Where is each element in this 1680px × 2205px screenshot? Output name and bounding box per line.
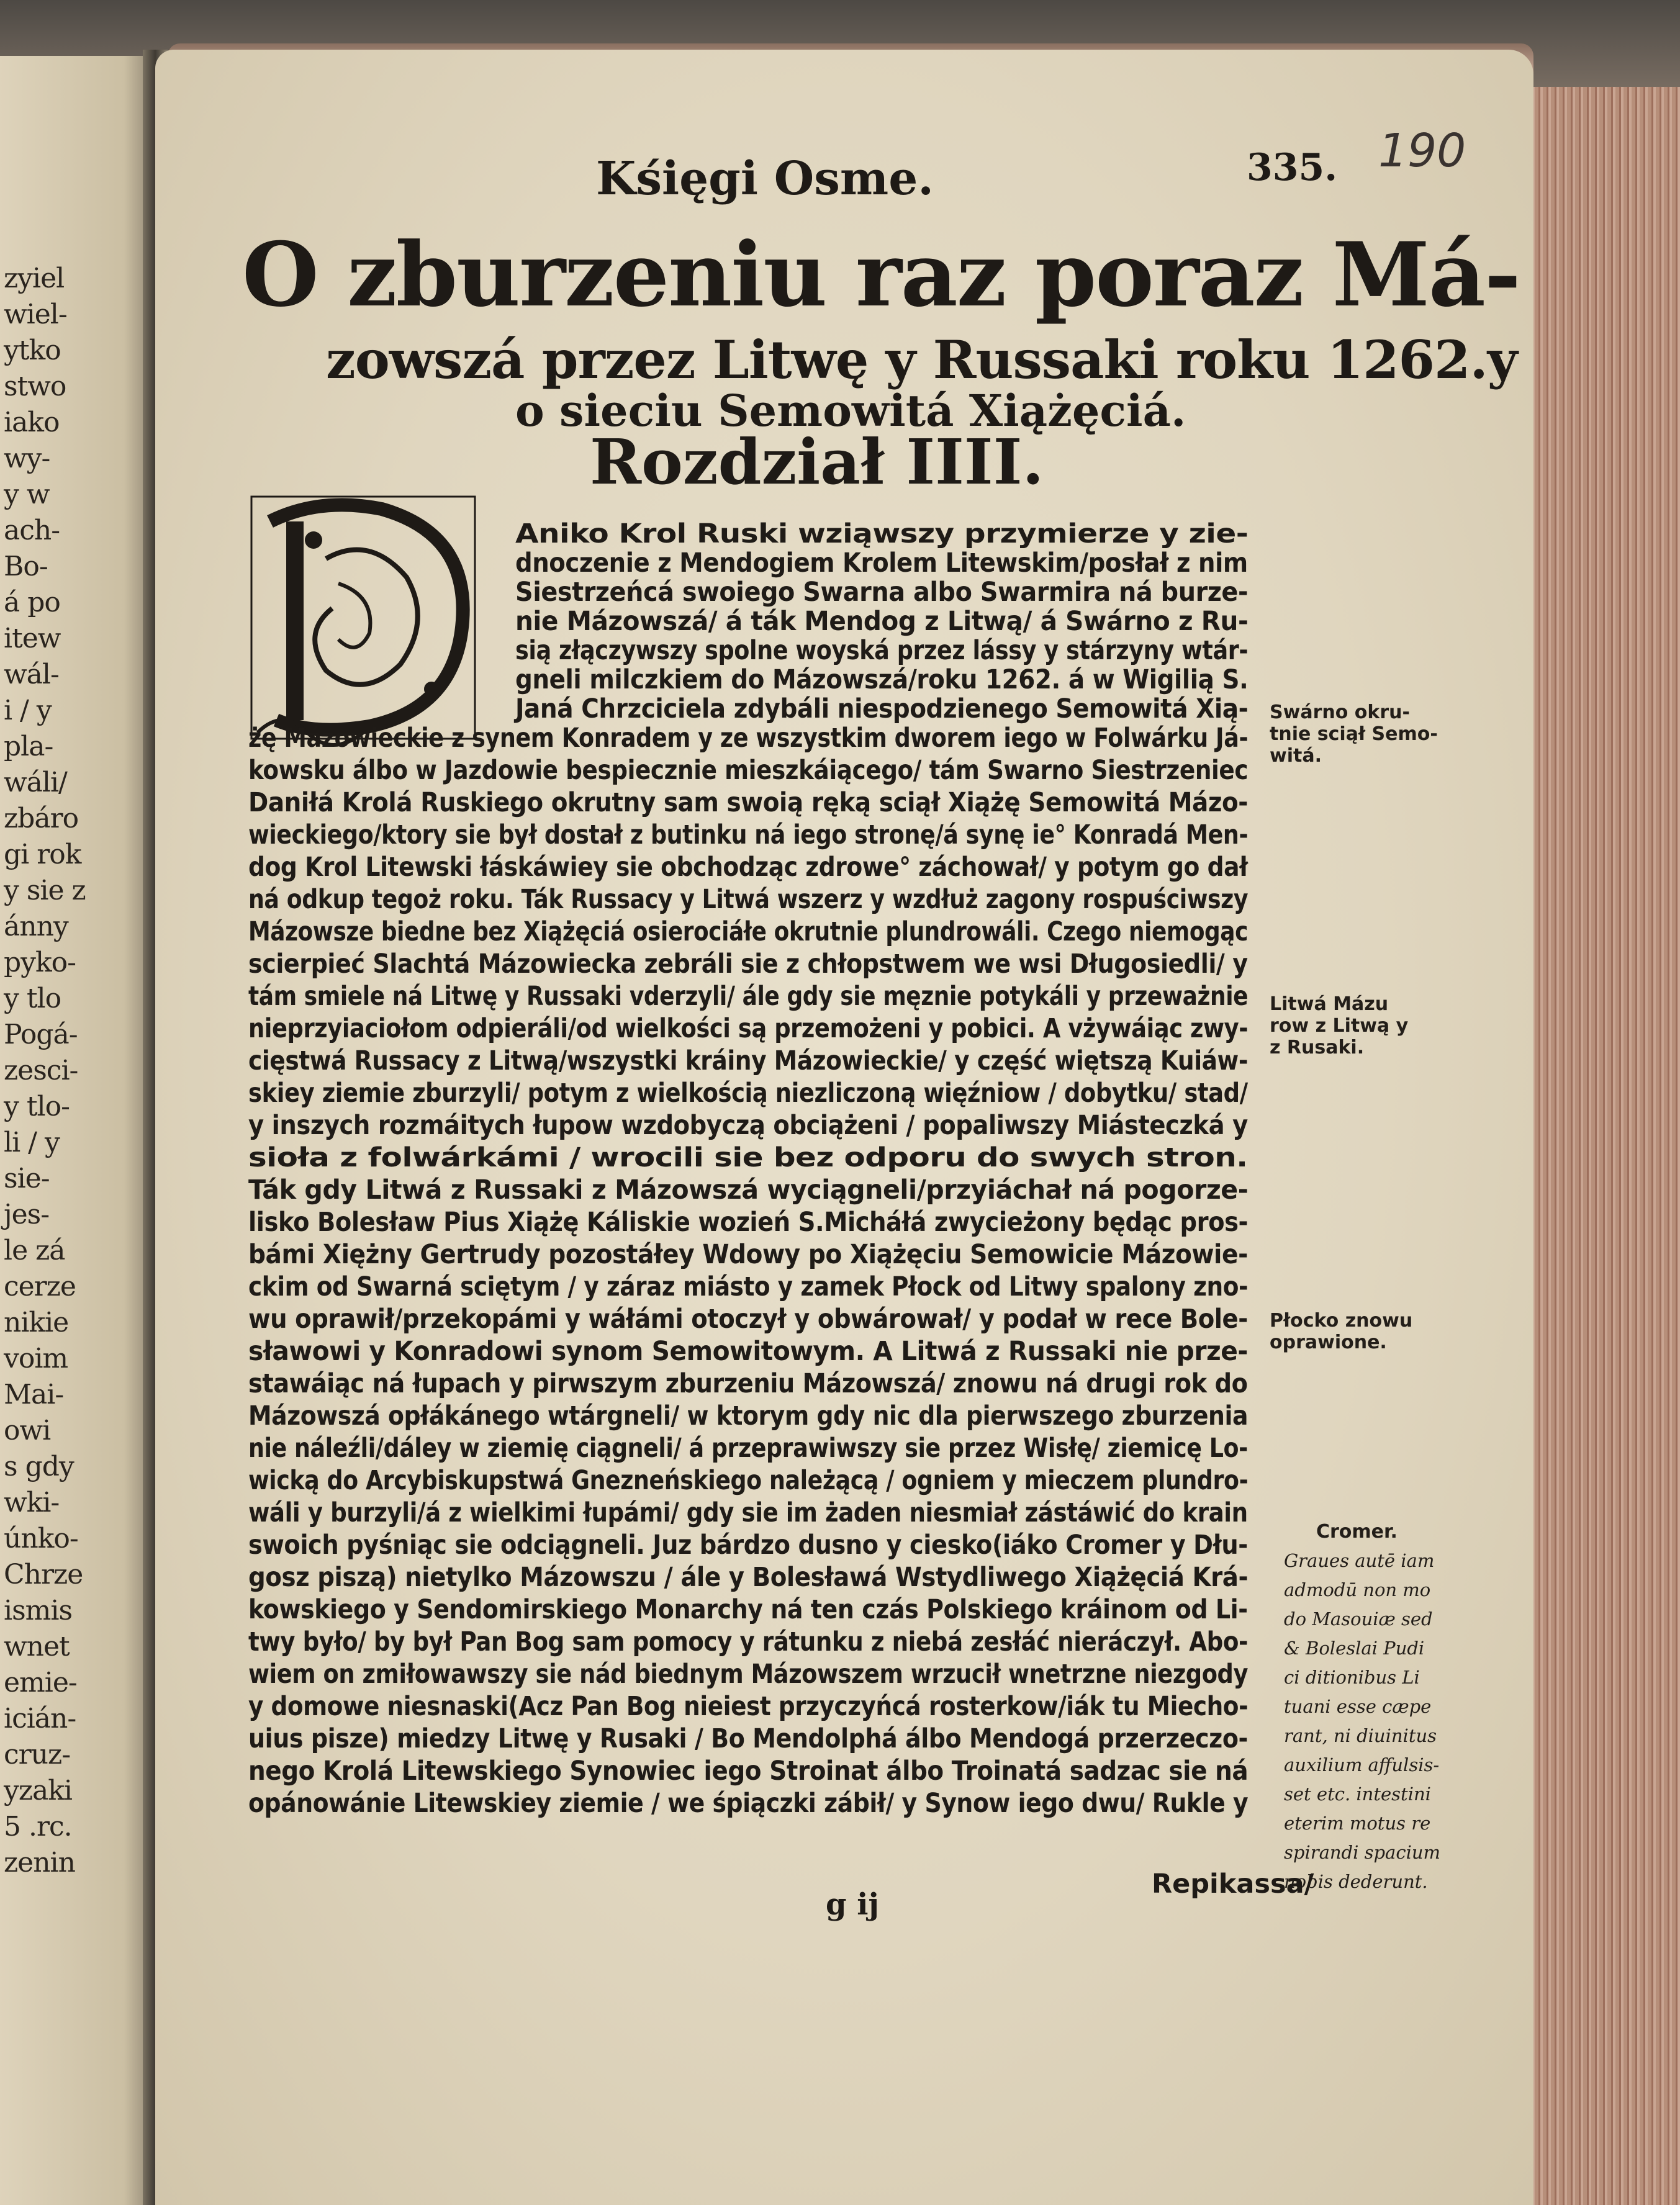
left-page-fragment: pyko- xyxy=(4,947,76,978)
body-line: gosz piszą) nietylko Mázowszu / ále y Bolesławá Wstydliwego Xiążęciá Krá- xyxy=(248,1562,1249,1593)
left-page-fragment: li / y xyxy=(4,1127,60,1158)
left-page-fragment: nikie xyxy=(4,1307,69,1338)
body-line: Aniko Krol Ruski wziąwszy przymierze y zie- xyxy=(515,518,1249,549)
body-line: nie Mázowszá/ á ták Mendog z Litwą/ á Swárno z Ru- xyxy=(515,606,1249,637)
body-line: stawáiąc ná łupach y pirwszym zburzeniu Mázowszá/ znowu ná drugi rok do xyxy=(248,1368,1248,1399)
left-page-fragment: únko- xyxy=(4,1523,78,1554)
body-line: Ták gdy Litwá z Russaki z Mázowszá wyciągneli/przyiáchał ná pogorze- xyxy=(248,1175,1249,1206)
body-line: scierpieć Slachtá Mázowiecka zebráli sie z chłopstwem we wsi Długosiedli/ y xyxy=(248,949,1248,980)
left-page-fragment: itew xyxy=(4,623,61,654)
margin-note-line: & Boleslai Pudi xyxy=(1284,1638,1425,1659)
margin-note-line: nobis dederunt. xyxy=(1284,1871,1428,1892)
margin-note-line: auxilium affulsis- xyxy=(1284,1754,1440,1775)
left-page-fragment: gi rok xyxy=(4,839,81,870)
body-line: Mázowsze biedne bez Xiążęciá osierociáłe okrutnie plundrowáli. Czego niemogąc xyxy=(248,916,1248,947)
margin-note-line: set etc. intestini xyxy=(1284,1783,1431,1805)
left-page-fragment: wy- xyxy=(4,443,50,474)
body-line: kowskiego y Sendomirskiego Monarchy ná ten czás Polskiego kráinom od Li- xyxy=(248,1594,1248,1625)
body-line: dnoczenie z Mendogiem Krolem Litewskim/posłał z nim xyxy=(515,548,1248,579)
body-line: sioła z folwárkámi / wrocili sie bez odporu do swych stron. xyxy=(248,1142,1248,1173)
body-line: uius pisze) miedzy Litwę y Rusaki / Bo Mendolphá álbo Mendogá przerzeczo- xyxy=(248,1723,1248,1754)
left-page-fragment: zesci- xyxy=(4,1055,78,1086)
chapter-title-line-1: O zburzeniu raz poraz Má- xyxy=(242,223,1520,327)
left-page-fragment: Pogá- xyxy=(4,1019,78,1050)
left-page-fragment: zbáro xyxy=(4,803,79,834)
body-line: ná odkup tegoż roku. Ták Russacy y Litwá wszerz y wzdłuż zagony rospuściwszy xyxy=(248,884,1249,915)
left-page-fragment: zenin xyxy=(4,1847,75,1878)
margin-note-line: oprawione. xyxy=(1270,1332,1387,1353)
margin-note-line: ci ditionibus Li xyxy=(1284,1667,1420,1688)
body-line: nieprzyiaciołom odpieráli/od wielkości są przemożeni y pobici. A vżywáiąc zwy- xyxy=(248,1013,1249,1044)
margin-note-line: witá. xyxy=(1270,745,1322,767)
left-page-fragment: wál- xyxy=(4,659,59,690)
running-title: Kśięgi Osme. xyxy=(596,152,934,205)
body-line: Siestrzeńcá swoiego Swarna albo Swarmira ná burze- xyxy=(515,577,1249,608)
left-page-fragment: stwo xyxy=(4,371,66,402)
body-line: Janá Chrzciciela zdybáli niespodzienego Semowitá Xią- xyxy=(515,693,1249,724)
left-page-fragment: y tlo- xyxy=(4,1091,70,1122)
margin-note-line: row z Litwą y xyxy=(1270,1015,1409,1037)
body-line: wiem on zmiłowawszy sie nád biednym Mázowszem wrzucił wnetrzne niezgody xyxy=(248,1659,1249,1690)
left-page-fragment: Chrze xyxy=(4,1559,83,1590)
margin-note-line: Płocko znowu xyxy=(1270,1310,1413,1332)
margin-note-line: z Rusaki. xyxy=(1270,1037,1365,1058)
body-line: Daniłá Krolá Ruskiego okrutny sam swoią ręką sciął Xiążę Semowitá Mázo- xyxy=(248,787,1249,818)
left-page-fragment: wki- xyxy=(4,1487,60,1518)
body-line: ckim od Swarná sciętym / y záraz miásto y zamek Płock od Litwy spalony zno- xyxy=(248,1271,1249,1302)
left-page-fragment: á po xyxy=(4,587,60,618)
body-line: nie náleźli/dáley w ziemię ciągneli/ á przeprawiwszy sie przez Wisłę/ ziemicę Lo- xyxy=(248,1433,1248,1464)
body-line: bámi Xiężny Gertrudy pozostáłey Wdowy po Xiążęciu Semowicie Mázowie- xyxy=(248,1239,1248,1270)
left-page-fragment: zyiel xyxy=(4,263,65,294)
left-page-fragment: Bo- xyxy=(4,551,48,582)
decorated-initial xyxy=(245,484,506,757)
body-line: dog Krol Litewski łáskáwiey sie obchodząc zdrowe° záchował/ y potym go dał xyxy=(248,852,1248,883)
body-line: wu oprawił/przekopámi y wáłámi otoczył y obwárował/ y podał w rece Bole- xyxy=(248,1304,1248,1335)
body-line: sławowi y Konradowi synom Semowitowym. A Litwá z Russaki nie prze- xyxy=(248,1336,1248,1367)
body-line: gneli milczkiem do Mázowszá/roku 1262. á w Wigilią S. xyxy=(515,664,1249,695)
left-page-fragment: icián- xyxy=(4,1703,76,1734)
left-page-fragment: ach- xyxy=(4,515,60,546)
left-page-fragment: iako xyxy=(4,407,60,438)
margin-note-line: do Masouiæ sed xyxy=(1284,1608,1433,1630)
body-line: cięstwá Russacy z Litwą/wszystki kráiny Mázowieckie/ y część więtszą Kuiáw- xyxy=(248,1045,1249,1076)
left-page xyxy=(0,56,155,2205)
left-page-fragment: y tlo xyxy=(4,983,61,1014)
left-page-fragment: s gdy xyxy=(4,1451,74,1482)
left-page-fragment: Mai- xyxy=(4,1379,64,1410)
left-page-fragment: pla- xyxy=(4,731,53,762)
left-page-fragment: jes- xyxy=(4,1199,50,1230)
body-line: lisko Bolesław Pius Xiążę Káliskie wozień S.Micháłá zwycieżony będąc pros- xyxy=(248,1207,1249,1238)
left-page-fragment: yzaki xyxy=(4,1775,73,1806)
margin-note-line: tnie sciął Semo- xyxy=(1270,723,1438,745)
left-page-fragment: y sie z xyxy=(4,875,86,906)
left-page-fragment: voim xyxy=(4,1343,68,1374)
body-line: tám smiele ná Litwę y Russaki vderzyli/ ále gdy sie męznie potykáli y przeważnie xyxy=(248,981,1249,1012)
left-page-fragment: wnet xyxy=(4,1631,70,1662)
left-page-fragment: ismis xyxy=(4,1595,73,1626)
chapter-label: Rozdział IIII. xyxy=(590,425,1044,498)
left-page-fragment: wáli/ xyxy=(4,767,67,798)
body-line: wicką do Arcybiskupstwá Gnezneńskiego należącą / ogniem y mieczem plundro- xyxy=(248,1465,1249,1496)
body-line: y domowe niesnaski(Acz Pan Bog nieiest przyczyńcá rosterkow/iák tu Miecho- xyxy=(248,1691,1249,1722)
body-line: twy było/ by był Pan Bog sam pomocy y rátunku z niebá zesłáć nieráczył. Abo- xyxy=(248,1626,1249,1657)
margin-note-line: Cromer. xyxy=(1316,1521,1398,1543)
left-page-fragment: sie- xyxy=(4,1163,50,1194)
margin-note-line: rant, ni diuinitus xyxy=(1284,1725,1437,1746)
margin-note-line: admodū non mo xyxy=(1284,1579,1431,1600)
left-page-fragment: cerze xyxy=(4,1271,76,1302)
left-page-fragment: emie- xyxy=(4,1667,77,1698)
left-page-fragment: le zá xyxy=(4,1235,65,1266)
body-line: żę Mázowieckie z synem Konradem y ze wszystkim dworem iego w Folwárku Já- xyxy=(248,723,1249,754)
body-line: wieckiego/ktory sie był dostał z butinku ná iego stronę/á synę ie° Konradá Men- xyxy=(248,819,1249,850)
margin-note-line: Graues autē iam xyxy=(1284,1550,1435,1571)
page-number: 335. xyxy=(1247,146,1338,189)
handwritten-page-number: 190 xyxy=(1378,124,1466,178)
left-page-fragment: owi xyxy=(4,1415,51,1446)
left-page-fragment: 5 .rc. xyxy=(4,1811,72,1842)
left-page-fragment: y w xyxy=(4,479,50,510)
body-line: y inszych rozmáitych łupow wzdobyczą obciążeni / popaliwszy Miásteczká y xyxy=(248,1110,1248,1141)
left-page-fragment: cruz- xyxy=(4,1739,71,1770)
chapter-title-line-3: o sieciu Semowitá Xiążęciá. xyxy=(515,385,1186,436)
body-line: nego Krolá Litewskiego Synowiec iego Stroinat álbo Troinatá sadzac sie ná xyxy=(248,1756,1249,1787)
signature-mark: g ij xyxy=(826,1887,879,1922)
body-line: wáli y burzyli/á z wielkimi łupámi/ gdy sie im żaden niesmiał zástáwić do krain xyxy=(248,1497,1248,1528)
body-line: Mázowszá opłákánego wtárgneli/ w ktorym gdy nic dla pierwszego zburzenia xyxy=(248,1400,1249,1432)
body-line: opánowánie Litewskiey ziemie / we śpiączki zábił/ y Synow iego dwu/ Rukle y xyxy=(248,1788,1249,1819)
body-line: swoich pyśniąc sie odciągneli. Juz bárdzo dusno y ciesko(iáko Cromer y Dłu- xyxy=(248,1530,1248,1561)
chapter-title-line-2: zowszá przez Litwę y Russaki roku 1262.y xyxy=(326,329,1517,390)
margin-note-line: spirandi spacium xyxy=(1284,1842,1441,1863)
margin-note-line: tuani esse cæpe xyxy=(1284,1696,1432,1717)
margin-note-line: Swárno okru- xyxy=(1270,701,1410,723)
left-page-fragment: ytko xyxy=(4,335,61,366)
body-line: kowsku álbo w Jazdowie bespiecznie mieszkáiącego/ tám Swarno Siestrzeniec xyxy=(248,755,1249,786)
body-line: skiey ziemie zburzyli/ potym z wielkością niezliczoną więźniow / dobytku/ stad/ xyxy=(248,1078,1248,1109)
left-page-fragments xyxy=(4,261,140,1881)
left-page-fragment: ánny xyxy=(4,911,68,942)
left-page-fragment: wiel- xyxy=(4,299,67,330)
catchword: Repikassa/ xyxy=(1152,1869,1314,1900)
body-line: sią złączywszy spolne woyská przez lássy y stárzyny wtár- xyxy=(515,635,1249,666)
margin-note-line: eterim motus re xyxy=(1284,1813,1431,1834)
left-page-fragment: i / y xyxy=(4,695,52,726)
margin-note-line: Litwá Mázu xyxy=(1270,993,1389,1015)
